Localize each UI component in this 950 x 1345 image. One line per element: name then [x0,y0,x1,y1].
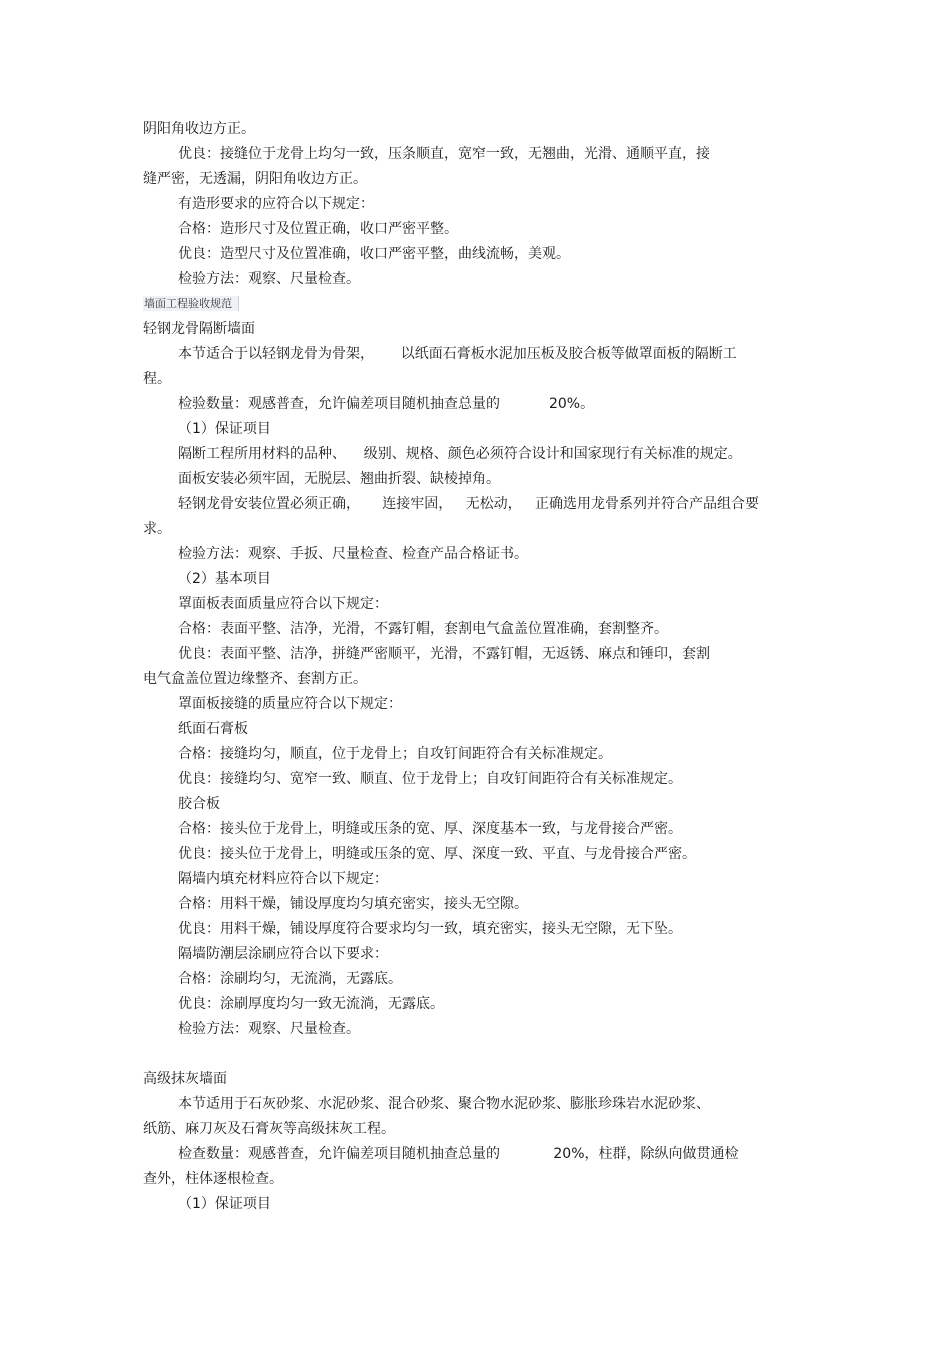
text-line: 胶合板 [178,796,220,812]
text-line: 合格：用料干燥，铺设厚度均匀填充密实，接头无空隙。 [178,896,528,912]
text-line: 程。 [143,371,171,387]
text-line: 检验方法：观察、手扳、尺量检查、检查产品合格证书。 [178,546,528,562]
text-line: 罩面板表面质量应符合以下规定： [178,596,388,612]
section-heading: 高级抹灰墙面 [143,1071,227,1087]
text-line: 本节适用于石灰砂浆、水泥砂浆、混合砂浆、聚合物水泥砂浆、膨胀珍珠岩水泥砂浆、 [178,1096,710,1112]
text-line: 合格：造形尺寸及位置正确，收口严密平整。 [178,221,458,237]
text-line: 阴阳角收边方正。 [143,121,255,137]
text-line: 面板安装必须牢固，无脱层、翘曲折裂、缺棱掉角。 [178,471,500,487]
text-line: 优良：造型尺寸及位置准确，收口严密平整，曲线流畅，美观。 [178,246,570,262]
text-line: （2）基本项目 [178,571,271,587]
text-line: 合格：涂刷均匀，无流淌，无露底。 [178,971,402,987]
text-line: 优良：用料干燥，铺设厚度符合要求均匀一致，填充密实，接头无空隙，无下坠。 [178,921,682,937]
section-heading: 轻钢龙骨隔断墙面 [143,321,255,337]
text-line: 隔断工程所用材料的品种、 级别、规格、颜色必须符合设计和国家现行有关标准的规定。 [178,446,742,462]
text-line: 本节适合于以轻钢龙骨为骨架， 以纸面石膏板水泥加压板及胶合板等做罩面板的隔断工 [178,346,737,362]
text-line: 检验方法：观察、尺量检查。 [178,1021,360,1037]
text-line: 缝严密，无透漏，阴阳角收边方正。 [143,171,367,187]
text-line: （1）保证项目 [178,421,271,437]
text-line: 优良：接头位于龙骨上，明缝或压条的宽、厚、深度一致、平直、与龙骨接合严密。 [178,846,696,862]
text-line: 轻钢龙骨安装位置必须正确， 连接牢固， 无松动， 正确选用龙骨系列并符合产品组合要 [178,496,759,512]
text-line: 优良：接缝均匀、宽窄一致、顺直、位于龙骨上；自攻钉间距符合有关标准规定。 [178,771,682,787]
text-line: 有造形要求的应符合以下规定： [178,196,374,212]
text-line: 纸面石膏板 [178,721,248,737]
text-line: 罩面板接缝的质量应符合以下规定： [178,696,402,712]
text-line: 检验方法：观察、尺量检查。 [178,271,360,287]
text-line: 优良：表面平整、洁净，拼缝严密顺平，光滑，不露钉帽，无返锈、麻点和锤印，套割 [178,646,710,662]
text-line: 电气盒盖位置边缘整齐、套割方正。 [143,671,367,687]
text-line: 优良：涂刷厚度均匀一致无流淌，无露底。 [178,996,444,1012]
text-line: 合格：接缝均匀，顺直，位于龙骨上；自攻钉间距符合有关标准规定。 [178,746,612,762]
text-line: （1）保证项目 [178,1196,271,1212]
text-line: 隔墙内填充材料应符合以下规定： [178,871,388,887]
text-line: 检验数量：观感普查，允许偏差项目随机抽查总量的 20%。 [178,396,595,412]
text-line: 合格：接头位于龙骨上，明缝或压条的宽、厚、深度基本一致，与龙骨接合严密。 [178,821,682,837]
text-line: 合格：表面平整、洁净，光滑，不露钉帽，套割电气盒盖位置准确，套割整齐。 [178,621,668,637]
text-line: 隔墙防潮层涂刷应符合以下要求： [178,946,388,962]
text-line: 查外，柱体逐根检查。 [143,1171,283,1187]
text-line: 求。 [143,521,171,537]
text-line: 优良：接缝位于龙骨上均匀一致，压条顺直，宽窄一致，无翘曲，光滑、通顺平直，接 [178,146,710,162]
text-line: 检查数量：观感普查，允许偏差项目随机抽查总量的 20%，柱群，除纵向做贯通检 [178,1146,739,1162]
text-line: 纸筋、麻刀灰及石膏灰等高级抹灰工程。 [143,1121,395,1137]
section-tag: 墙面工程验收规范 [143,296,239,311]
